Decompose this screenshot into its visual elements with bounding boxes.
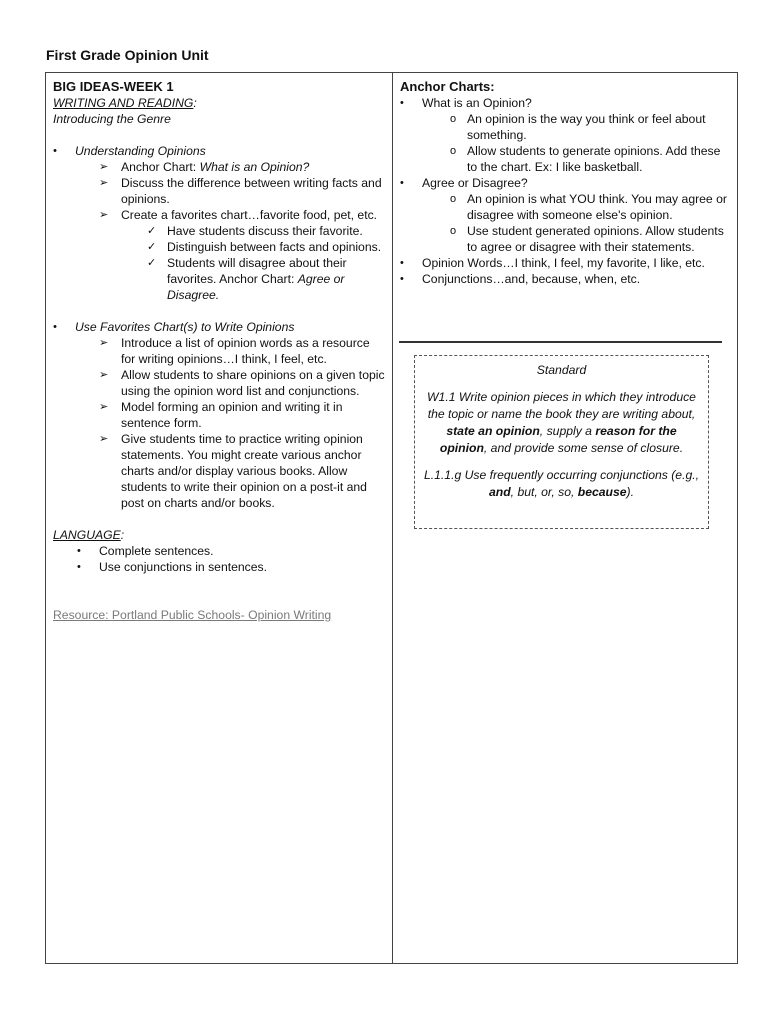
arrow-icon: ➢: [99, 337, 109, 349]
arrow-icon: ➢: [99, 161, 109, 173]
column-divider: [392, 73, 393, 963]
right-column: [400, 79, 730, 287]
language-label: LANGUAGE:: [53, 528, 125, 542]
standard-box: [414, 355, 709, 529]
list-item: ➢ Give students time to practice writing opinion statements. You might create various anchor charts and/or display various books. Allow students to write their opinion on a post-it and post on charts and/or books.: [99, 432, 367, 510]
standard-l1: L.1.1.g Use frequently occurring conjunctions (e.g., and, but, or, so, because).: [423, 468, 700, 499]
circle-bullet-icon: o: [450, 193, 457, 205]
arrow-icon: ➢: [99, 209, 109, 221]
anchor-charts-heading: Anchor Charts:: [400, 79, 495, 94]
big-ideas-heading: BIG IDEAS-WEEK 1: [53, 79, 174, 94]
standard-w1: W1.1 Write opinion pieces in which they introduce the topic or name the book they are writing about, state an opinion, supply a reason for the opinion, and provide some sense of closure.: [427, 390, 696, 455]
list-item: • Use Favorites Chart(s) to Write Opinions: [53, 320, 295, 334]
list-item: ➢ Discuss the difference between writing facts and opinions.: [99, 176, 382, 206]
lesson-table: [45, 72, 738, 964]
bullet-icon: •: [400, 257, 404, 269]
list-item: ➢ Introduce a list of opinion words as a resource for writing opinions…I think, I feel, etc.: [99, 336, 370, 366]
list-item: • Opinion Words…I think, I feel, my favorite, I like, etc.: [400, 256, 705, 270]
arrow-icon: ➢: [99, 369, 109, 381]
list-item: • What is an Opinion?: [400, 96, 532, 110]
circle-bullet-icon: o: [450, 225, 457, 237]
list-item: ➢ Allow students to share opinions on a given topic using the opinion word list and conjunctions.: [99, 368, 385, 398]
bullet-icon: •: [400, 97, 404, 109]
circle-bullet-icon: o: [450, 145, 457, 157]
list-item: • Complete sentences.: [77, 544, 214, 558]
section-rule: [399, 341, 722, 343]
check-icon: ✓: [147, 257, 157, 269]
list-item: o An opinion is the way you think or feel about something.: [450, 112, 706, 142]
genre-label: Introducing the Genre: [53, 112, 171, 126]
page-title: First Grade Opinion Unit: [46, 47, 209, 63]
resource-link[interactable]: Resource: Portland Public Schools- Opinion Writing: [53, 608, 332, 622]
circle-bullet-icon: o: [450, 113, 457, 125]
list-item: ✓ Distinguish between facts and opinions.: [147, 240, 382, 254]
arrow-icon: ➢: [99, 433, 109, 445]
standard-title: Standard: [536, 363, 587, 377]
list-item: ➢ Create a favorites chart…favorite food, pet, etc.: [99, 208, 378, 222]
list-item: o An opinion is what YOU think. You may agree or disagree with someone else's opinion.: [450, 192, 727, 222]
bullet-icon: •: [400, 177, 404, 189]
check-icon: ✓: [147, 241, 157, 253]
bullet-icon: •: [53, 145, 57, 157]
list-item: • Understanding Opinions: [53, 144, 206, 158]
left-column: [53, 79, 387, 623]
check-icon: ✓: [147, 225, 157, 237]
arrow-icon: ➢: [99, 401, 109, 413]
bullet-icon: •: [400, 273, 404, 285]
bullet-icon: •: [77, 545, 81, 557]
list-item: • Conjunctions…and, because, when, etc.: [400, 272, 641, 286]
list-item: o Use student generated opinions. Allow students to agree or disagree with their statements.: [450, 224, 724, 254]
bullet-icon: •: [53, 321, 57, 333]
list-item: ➢ Anchor Chart: What is an Opinion?: [99, 160, 310, 174]
writing-reading-subheading: WRITING AND READING:: [53, 96, 197, 110]
list-item: ✓ Students will disagree about their favorites. Anchor Chart: Agree or Disagree.: [147, 256, 347, 302]
arrow-icon: ➢: [99, 177, 109, 189]
list-item: • Agree or Disagree?: [400, 176, 528, 190]
list-item: o Allow students to generate opinions. Add these to the chart. Ex: I like basketball.: [450, 144, 721, 174]
list-item: ✓ Have students discuss their favorite.: [147, 224, 363, 238]
bullet-icon: •: [77, 561, 81, 573]
list-item: ➢ Model forming an opinion and writing it in sentence form.: [99, 400, 343, 430]
list-item: • Use conjunctions in sentences.: [77, 560, 268, 574]
